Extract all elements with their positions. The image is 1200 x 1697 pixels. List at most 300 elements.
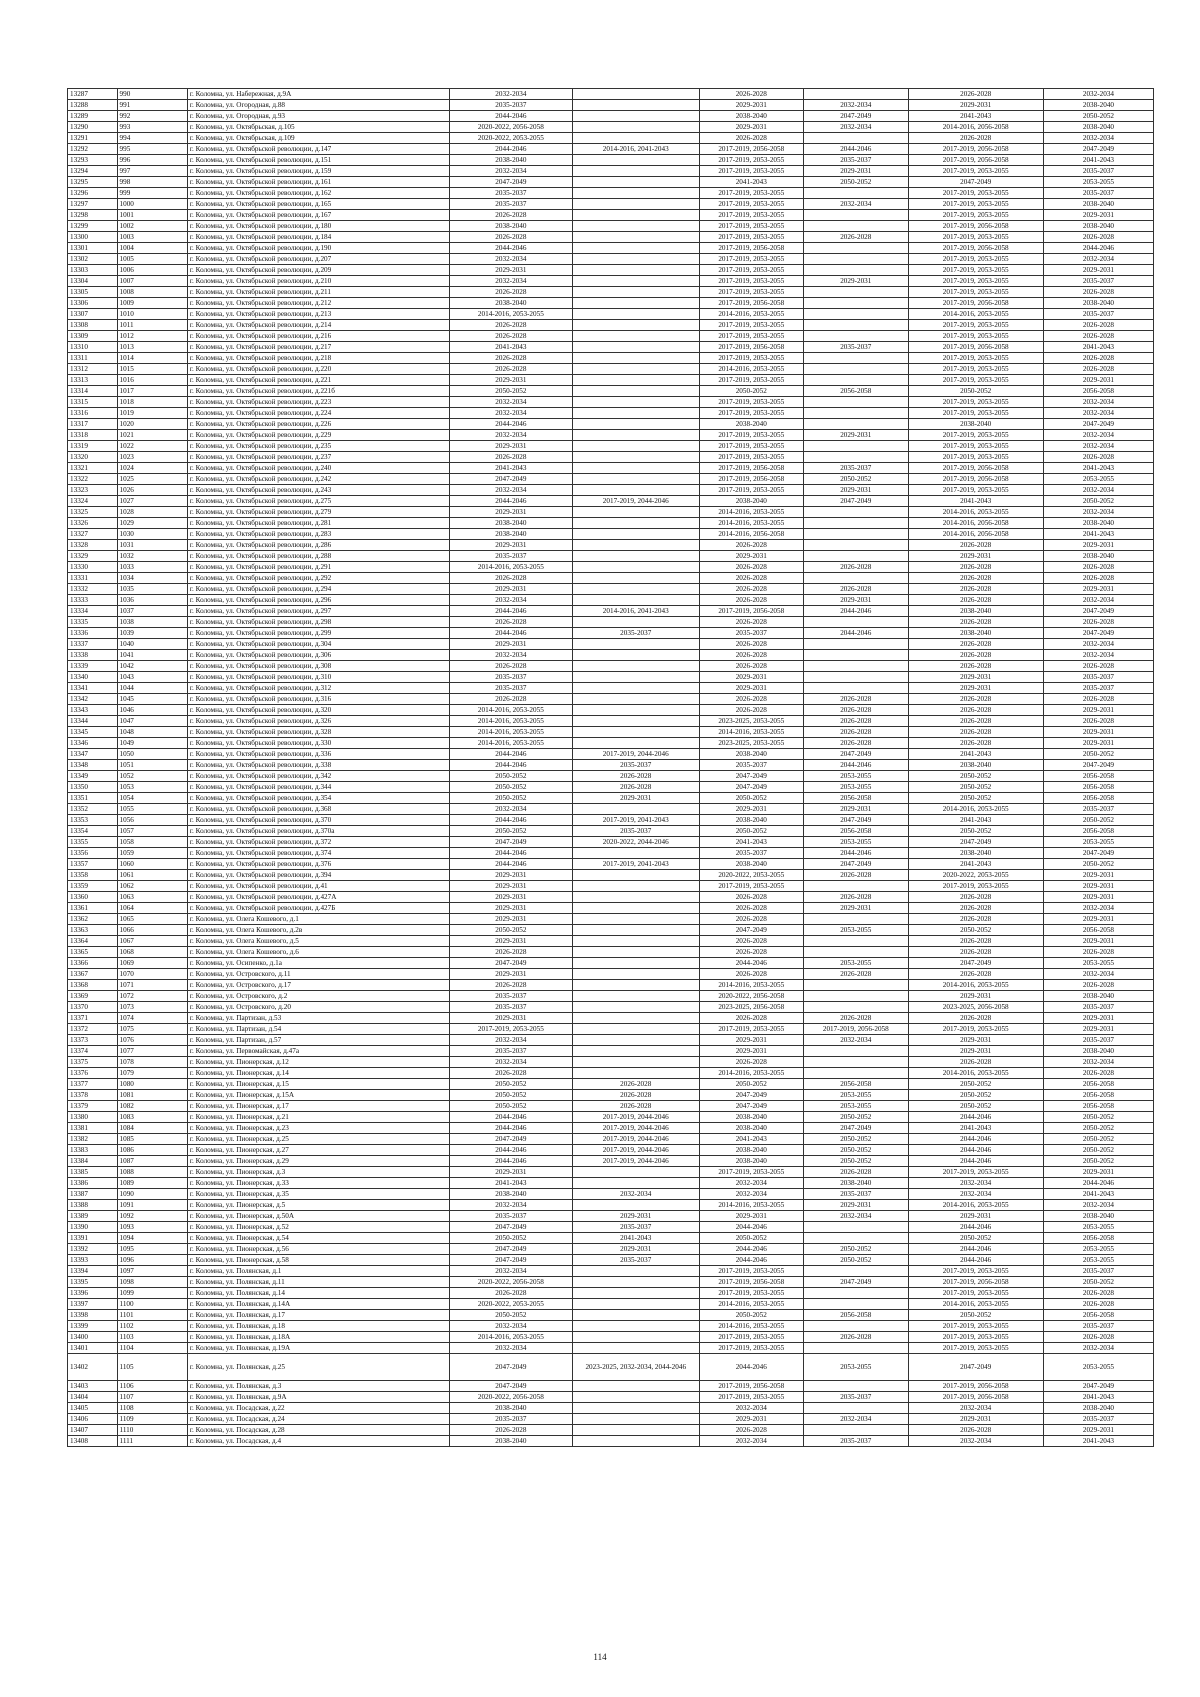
table-row [68, 298, 1154, 309]
cell-period-4: 2038-2040 [804, 1178, 909, 1189]
table-row [68, 991, 1154, 1002]
cell-period-1: 2050-2052 [449, 386, 572, 397]
table-row [68, 111, 1154, 122]
cell-period-6: 2029-2031 [1043, 881, 1153, 892]
cell-period-5: 2017-2019, 2053-2055 [908, 232, 1043, 243]
cell-entry-number: 1101 [117, 1310, 187, 1321]
cell-period-3: 2026-2028 [699, 595, 804, 606]
cell-period-2 [572, 991, 699, 1002]
table-row [68, 287, 1154, 298]
cell-period-2 [572, 694, 699, 705]
table-row [68, 617, 1154, 628]
cell-address: г. Коломна, ул. Октябрьской революции, д.207 [187, 254, 449, 265]
cell-period-3: 2014-2016, 2053-2055 [699, 1321, 804, 1332]
cell-period-6: 2038-2040 [1043, 991, 1153, 1002]
cell-period-3: 2017-2019, 2053-2055 [699, 276, 804, 287]
cell-period-5: 2017-2019, 2056-2058 [908, 474, 1043, 485]
cell-period-2 [572, 1332, 699, 1343]
table-row [68, 188, 1154, 199]
cell-period-2 [572, 892, 699, 903]
cell-period-2 [572, 650, 699, 661]
cell-period-6: 2050-2052 [1043, 111, 1153, 122]
cell-entry-number: 1059 [117, 848, 187, 859]
cell-period-5: 2047-2049 [908, 1354, 1043, 1381]
cell-period-1: 2026-2028 [449, 232, 572, 243]
cell-entry-number: 1002 [117, 221, 187, 232]
table-row [68, 727, 1154, 738]
cell-period-1: 2038-2040 [449, 298, 572, 309]
cell-entry-number: 1025 [117, 474, 187, 485]
cell-period-6: 2053-2055 [1043, 1244, 1153, 1255]
cell-entry-number: 1005 [117, 254, 187, 265]
cell-entry-number: 1098 [117, 1277, 187, 1288]
cell-period-1: 2050-2052 [449, 925, 572, 936]
table-row [68, 408, 1154, 419]
cell-row-number: 13369 [68, 991, 118, 1002]
cell-period-4: 2047-2049 [804, 496, 909, 507]
cell-period-4 [804, 1403, 909, 1414]
table-row [68, 661, 1154, 672]
cell-period-1: 2017-2019, 2053-2055 [449, 1024, 572, 1035]
cell-address: г. Коломна, ул. Октябрьской революции, д.226 [187, 419, 449, 430]
cell-period-4 [804, 1425, 909, 1436]
cell-period-4 [804, 1233, 909, 1244]
table-row [68, 1167, 1154, 1178]
cell-row-number: 13307 [68, 309, 118, 320]
cell-row-number: 13389 [68, 1211, 118, 1222]
cell-period-4: 2029-2031 [804, 595, 909, 606]
cell-row-number: 13328 [68, 540, 118, 551]
cell-entry-number: 1037 [117, 606, 187, 617]
cell-row-number: 13402 [68, 1354, 118, 1381]
cell-period-5: 2047-2049 [908, 837, 1043, 848]
cell-entry-number: 1093 [117, 1222, 187, 1233]
cell-period-4: 2035-2037 [804, 342, 909, 353]
cell-row-number: 13353 [68, 815, 118, 826]
table-row [68, 903, 1154, 914]
cell-period-2: 2035-2037 [572, 760, 699, 771]
cell-period-6: 2056-2058 [1043, 1233, 1153, 1244]
cell-period-4: 2029-2031 [804, 485, 909, 496]
cell-period-2 [572, 529, 699, 540]
cell-period-2: 2035-2037 [572, 826, 699, 837]
cell-period-1: 2032-2034 [449, 1200, 572, 1211]
cell-entry-number: 1018 [117, 397, 187, 408]
cell-period-1: 2038-2040 [449, 1189, 572, 1200]
cell-period-3: 2014-2016, 2053-2055 [699, 1200, 804, 1211]
table-row [68, 683, 1154, 694]
cell-period-2: 2029-2031 [572, 1244, 699, 1255]
cell-period-3: 2050-2052 [699, 826, 804, 837]
cell-period-2 [572, 1167, 699, 1178]
cell-period-1: 2035-2037 [449, 1046, 572, 1057]
cell-address: г. Коломна, ул. Октябрьской революции, д.279 [187, 507, 449, 518]
cell-period-5: 2017-2019, 2053-2055 [908, 881, 1043, 892]
cell-row-number: 13365 [68, 947, 118, 958]
cell-address: г. Коломна, ул. Полянская, д.19А [187, 1343, 449, 1354]
cell-period-4 [804, 254, 909, 265]
cell-period-5: 2014-2016, 2053-2055 [908, 980, 1043, 991]
cell-period-4 [804, 298, 909, 309]
cell-period-4: 2029-2031 [804, 903, 909, 914]
cell-period-3: 2017-2019, 2056-2058 [699, 144, 804, 155]
cell-period-5: 2017-2019, 2056-2058 [908, 463, 1043, 474]
cell-period-5: 2038-2040 [908, 606, 1043, 617]
cell-period-5: 2017-2019, 2053-2055 [908, 1332, 1043, 1343]
cell-entry-number: 1014 [117, 353, 187, 364]
cell-row-number: 13386 [68, 1178, 118, 1189]
cell-period-5: 2017-2019, 2053-2055 [908, 408, 1043, 419]
cell-row-number: 13324 [68, 496, 118, 507]
cell-period-2: 2026-2028 [572, 1079, 699, 1090]
cell-period-4: 2026-2028 [804, 1013, 909, 1024]
cell-period-6: 2053-2055 [1043, 958, 1153, 969]
cell-period-3: 2029-2031 [699, 551, 804, 562]
cell-period-5: 2017-2019, 2056-2058 [908, 221, 1043, 232]
cell-period-4: 2053-2055 [804, 1101, 909, 1112]
cell-period-2 [572, 419, 699, 430]
cell-period-3: 2038-2040 [699, 859, 804, 870]
cell-period-2 [572, 562, 699, 573]
cell-row-number: 13405 [68, 1403, 118, 1414]
cell-period-6: 2038-2040 [1043, 298, 1153, 309]
cell-period-6: 2032-2034 [1043, 639, 1153, 650]
cell-period-6: 2044-2046 [1043, 243, 1153, 254]
cell-period-6: 2050-2052 [1043, 1134, 1153, 1145]
cell-period-1: 2038-2040 [449, 1436, 572, 1447]
cell-period-6: 2053-2055 [1043, 177, 1153, 188]
cell-period-4: 2050-2052 [804, 1134, 909, 1145]
cell-period-2: 2026-2028 [572, 1101, 699, 1112]
cell-entry-number: 1056 [117, 815, 187, 826]
table-row [68, 672, 1154, 683]
cell-period-1: 2032-2034 [449, 166, 572, 177]
cell-address: г. Коломна, ул. Октябрьской революции, д.292 [187, 573, 449, 584]
cell-entry-number: 1022 [117, 441, 187, 452]
cell-entry-number: 1085 [117, 1134, 187, 1145]
cell-address: г. Коломна, ул. Октябрьской революции, д.240 [187, 463, 449, 474]
cell-period-6: 2050-2052 [1043, 749, 1153, 760]
cell-row-number: 13372 [68, 1024, 118, 1035]
cell-period-4: 2056-2058 [804, 1079, 909, 1090]
cell-row-number: 13322 [68, 474, 118, 485]
cell-period-5: 2014-2016, 2056-2058 [908, 529, 1043, 540]
cell-address: г. Коломна, ул. Октябрьской революции, д.344 [187, 782, 449, 793]
cell-row-number: 13375 [68, 1057, 118, 1068]
cell-period-6: 2029-2031 [1043, 210, 1153, 221]
cell-address: г. Коломна, ул. Полянская, д.9А [187, 1392, 449, 1403]
cell-row-number: 13311 [68, 353, 118, 364]
cell-period-3: 2035-2037 [699, 628, 804, 639]
cell-period-2 [572, 881, 699, 892]
cell-period-6: 2047-2049 [1043, 144, 1153, 155]
cell-address: г. Коломна, ул. Набережная, д.9А [187, 89, 449, 100]
cell-address: г. Коломна, ул. Пионерская, д.52 [187, 1222, 449, 1233]
cell-period-3: 2017-2019, 2056-2058 [699, 1277, 804, 1288]
table-row [68, 760, 1154, 771]
cell-entry-number: 1015 [117, 364, 187, 375]
cell-period-2: 2029-2031 [572, 793, 699, 804]
cell-period-6: 2053-2055 [1043, 837, 1153, 848]
cell-address: г. Коломна, ул. Олега Кошевого, д.5 [187, 936, 449, 947]
cell-period-1: 2050-2052 [449, 782, 572, 793]
cell-period-1: 2035-2037 [449, 188, 572, 199]
cell-period-2 [572, 903, 699, 914]
cell-address: г. Коломна, ул. Пионерская, д.17 [187, 1101, 449, 1112]
cell-row-number: 13291 [68, 133, 118, 144]
cell-period-2 [572, 265, 699, 276]
cell-period-2: 2032-2034 [572, 1189, 699, 1200]
cell-period-5: 2017-2019, 2053-2055 [908, 397, 1043, 408]
cell-period-4: 2047-2049 [804, 1277, 909, 1288]
cell-period-3: 2050-2052 [699, 1310, 804, 1321]
cell-period-1: 2029-2031 [449, 265, 572, 276]
cell-period-5: 2014-2016, 2053-2055 [908, 507, 1043, 518]
cell-row-number: 13287 [68, 89, 118, 100]
cell-entry-number: 1060 [117, 859, 187, 870]
cell-period-5: 2014-2016, 2056-2058 [908, 122, 1043, 133]
cell-address: г. Коломна, ул. Октябрьской революции, д.161 [187, 177, 449, 188]
cell-address: г. Коломна, ул. Октябрьской революции, д.372 [187, 837, 449, 848]
cell-period-3: 2029-2031 [699, 122, 804, 133]
cell-period-1: 2014-2016, 2053-2055 [449, 309, 572, 320]
schedule-table [67, 88, 1154, 1447]
cell-period-6: 2032-2034 [1043, 441, 1153, 452]
cell-period-4: 2053-2055 [804, 837, 909, 848]
cell-period-1: 2032-2034 [449, 1321, 572, 1332]
cell-row-number: 13370 [68, 1002, 118, 1013]
cell-entry-number: 1030 [117, 529, 187, 540]
cell-period-6: 2032-2034 [1043, 254, 1153, 265]
cell-period-6: 2029-2031 [1043, 727, 1153, 738]
table-row [68, 430, 1154, 441]
table-row [68, 1403, 1154, 1414]
cell-address: г. Коломна, ул. Октябрьской революции, д.394 [187, 870, 449, 881]
cell-period-1: 2029-2031 [449, 903, 572, 914]
cell-period-6: 2026-2028 [1043, 694, 1153, 705]
cell-period-4 [804, 650, 909, 661]
cell-period-5: 2026-2028 [908, 892, 1043, 903]
cell-entry-number: 1046 [117, 705, 187, 716]
cell-period-6: 2026-2028 [1043, 980, 1153, 991]
table-row [68, 1079, 1154, 1090]
cell-row-number: 13380 [68, 1112, 118, 1123]
cell-row-number: 13406 [68, 1414, 118, 1425]
cell-period-1: 2047-2049 [449, 1255, 572, 1266]
cell-period-2 [572, 1288, 699, 1299]
cell-address: г. Коломна, ул. Октябрьской революции, д.368 [187, 804, 449, 815]
cell-period-6: 2035-2037 [1043, 683, 1153, 694]
cell-period-2 [572, 452, 699, 463]
cell-address: г. Коломна, ул. Октябрьской революции, д.159 [187, 166, 449, 177]
cell-period-4 [804, 1288, 909, 1299]
cell-period-3: 2035-2037 [699, 760, 804, 771]
cell-period-1: 2050-2052 [449, 1233, 572, 1244]
cell-row-number: 13392 [68, 1244, 118, 1255]
table-row [68, 936, 1154, 947]
cell-period-5: 2038-2040 [908, 628, 1043, 639]
cell-period-3: 2044-2046 [699, 1244, 804, 1255]
cell-address: г. Коломна, ул. Октябрьской революции, д.242 [187, 474, 449, 485]
cell-period-6: 2047-2049 [1043, 760, 1153, 771]
cell-period-1: 2035-2037 [449, 1002, 572, 1013]
cell-period-3: 2017-2019, 2056-2058 [699, 1381, 804, 1392]
cell-entry-number: 1053 [117, 782, 187, 793]
table-row [68, 958, 1154, 969]
cell-period-3: 2050-2052 [699, 386, 804, 397]
cell-period-5: 2044-2046 [908, 1222, 1043, 1233]
cell-period-5: 2026-2028 [908, 914, 1043, 925]
cell-period-1: 2020-2022, 2056-2058 [449, 122, 572, 133]
cell-period-5: 2026-2028 [908, 89, 1043, 100]
cell-period-2 [572, 287, 699, 298]
cell-period-1: 2029-2031 [449, 375, 572, 386]
cell-period-1: 2044-2046 [449, 749, 572, 760]
cell-address: г. Коломна, ул. Пионерская, д.12 [187, 1057, 449, 1068]
cell-period-1: 2044-2046 [449, 496, 572, 507]
cell-address: г. Коломна, ул. Октябрьской революции, д.286 [187, 540, 449, 551]
cell-period-6: 2041-2043 [1043, 155, 1153, 166]
cell-period-1: 2032-2034 [449, 1057, 572, 1068]
cell-period-6: 2035-2037 [1043, 1266, 1153, 1277]
cell-period-4: 2026-2028 [804, 716, 909, 727]
cell-period-4: 2032-2034 [804, 1035, 909, 1046]
cell-period-5: 2026-2028 [908, 584, 1043, 595]
cell-period-4: 2053-2055 [804, 925, 909, 936]
table-row [68, 705, 1154, 716]
cell-period-6: 2056-2058 [1043, 386, 1153, 397]
cell-period-3: 2017-2019, 2053-2055 [699, 1266, 804, 1277]
table-row [68, 793, 1154, 804]
cell-period-2 [572, 199, 699, 210]
cell-row-number: 13292 [68, 144, 118, 155]
table-row [68, 1101, 1154, 1112]
cell-period-2 [572, 617, 699, 628]
cell-period-5: 2041-2043 [908, 815, 1043, 826]
cell-period-6: 2026-2028 [1043, 452, 1153, 463]
cell-period-1: 2020-2022, 2053-2055 [449, 1299, 572, 1310]
cell-period-4: 2032-2034 [804, 1211, 909, 1222]
cell-period-5: 2017-2019, 2053-2055 [908, 1343, 1043, 1354]
cell-period-1: 2026-2028 [449, 1068, 572, 1079]
cell-address: г. Коломна, ул. Октябрьской революции, д.338 [187, 760, 449, 771]
cell-entry-number: 1038 [117, 617, 187, 628]
cell-period-2 [572, 1046, 699, 1057]
cell-period-4 [804, 397, 909, 408]
cell-period-5: 2026-2028 [908, 650, 1043, 661]
cell-period-6: 2053-2055 [1043, 474, 1153, 485]
cell-period-5: 2047-2049 [908, 177, 1043, 188]
cell-period-5: 2020-2022, 2053-2055 [908, 870, 1043, 881]
cell-period-2: 2041-2043 [572, 1233, 699, 1244]
cell-period-2 [572, 1310, 699, 1321]
cell-entry-number: 1087 [117, 1156, 187, 1167]
cell-period-1: 2047-2049 [449, 837, 572, 848]
cell-period-1: 2029-2031 [449, 584, 572, 595]
cell-entry-number: 991 [117, 100, 187, 111]
cell-period-6: 2050-2052 [1043, 1145, 1153, 1156]
cell-period-5: 2017-2019, 2053-2055 [908, 276, 1043, 287]
cell-period-2 [572, 947, 699, 958]
cell-row-number: 13297 [68, 199, 118, 210]
cell-period-4: 2053-2055 [804, 782, 909, 793]
cell-period-6: 2032-2034 [1043, 969, 1153, 980]
cell-period-6: 2038-2040 [1043, 221, 1153, 232]
table-row [68, 441, 1154, 452]
cell-period-2 [572, 463, 699, 474]
table-row [68, 1156, 1154, 1167]
cell-period-1: 2044-2046 [449, 1156, 572, 1167]
cell-period-2: 2017-2019, 2044-2046 [572, 1145, 699, 1156]
cell-entry-number: 1017 [117, 386, 187, 397]
cell-period-5: 2017-2019, 2056-2058 [908, 144, 1043, 155]
table-row [68, 309, 1154, 320]
cell-period-3: 2014-2016, 2053-2055 [699, 518, 804, 529]
cell-entry-number: 1028 [117, 507, 187, 518]
cell-period-3: 2038-2040 [699, 749, 804, 760]
cell-entry-number: 1026 [117, 485, 187, 496]
cell-period-4: 2026-2028 [804, 584, 909, 595]
cell-period-1: 2050-2052 [449, 1079, 572, 1090]
table-row [68, 386, 1154, 397]
cell-period-6: 2053-2055 [1043, 1354, 1153, 1381]
cell-period-6: 2050-2052 [1043, 1123, 1153, 1134]
cell-period-3: 2026-2028 [699, 661, 804, 672]
cell-period-5: 2029-2031 [908, 1414, 1043, 1425]
cell-period-2 [572, 353, 699, 364]
cell-period-2 [572, 485, 699, 496]
cell-address: г. Коломна, ул. Октябрьской революции, д.281 [187, 518, 449, 529]
cell-address: г. Коломна, ул. Пионерская, д.15А [187, 1090, 449, 1101]
cell-row-number: 13387 [68, 1189, 118, 1200]
cell-address: г. Коломна, ул. Октябрьской революции, д.427Б [187, 903, 449, 914]
cell-period-3: 2014-2016, 2053-2055 [699, 727, 804, 738]
cell-period-4: 2056-2058 [804, 793, 909, 804]
cell-row-number: 13306 [68, 298, 118, 309]
cell-period-1: 2014-2016, 2053-2055 [449, 738, 572, 749]
cell-period-1: 2050-2052 [449, 826, 572, 837]
cell-address: г. Коломна, ул. Октябрьской революции, д.427А [187, 892, 449, 903]
cell-row-number: 13294 [68, 166, 118, 177]
cell-period-4 [804, 133, 909, 144]
cell-address: г. Коломна, ул. Октябрьской революции, д.229 [187, 430, 449, 441]
table-row [68, 815, 1154, 826]
cell-entry-number: 1072 [117, 991, 187, 1002]
cell-period-5: 2026-2028 [908, 133, 1043, 144]
cell-row-number: 13313 [68, 375, 118, 386]
table-row [68, 100, 1154, 111]
cell-period-2: 2017-2019, 2044-2046 [572, 1112, 699, 1123]
cell-period-2: 2017-2019, 2044-2046 [572, 496, 699, 507]
cell-row-number: 13407 [68, 1425, 118, 1436]
cell-period-1: 2032-2034 [449, 408, 572, 419]
cell-period-4: 2047-2049 [804, 815, 909, 826]
cell-address: г. Коломна, ул. Пионерская, д.21 [187, 1112, 449, 1123]
cell-period-5: 2017-2019, 2053-2055 [908, 485, 1043, 496]
table-row [68, 1002, 1154, 1013]
table-row [68, 1299, 1154, 1310]
cell-period-3: 2029-2031 [699, 1211, 804, 1222]
cell-period-5: 2026-2028 [908, 936, 1043, 947]
cell-address: г. Коломна, ул. Октябрьской революции, д.223 [187, 397, 449, 408]
cell-entry-number: 1006 [117, 265, 187, 276]
cell-period-6: 2029-2031 [1043, 265, 1153, 276]
cell-period-4 [804, 1002, 909, 1013]
cell-row-number: 13338 [68, 650, 118, 661]
cell-period-4 [804, 1266, 909, 1277]
cell-period-1: 2029-2031 [449, 1013, 572, 1024]
cell-row-number: 13315 [68, 397, 118, 408]
